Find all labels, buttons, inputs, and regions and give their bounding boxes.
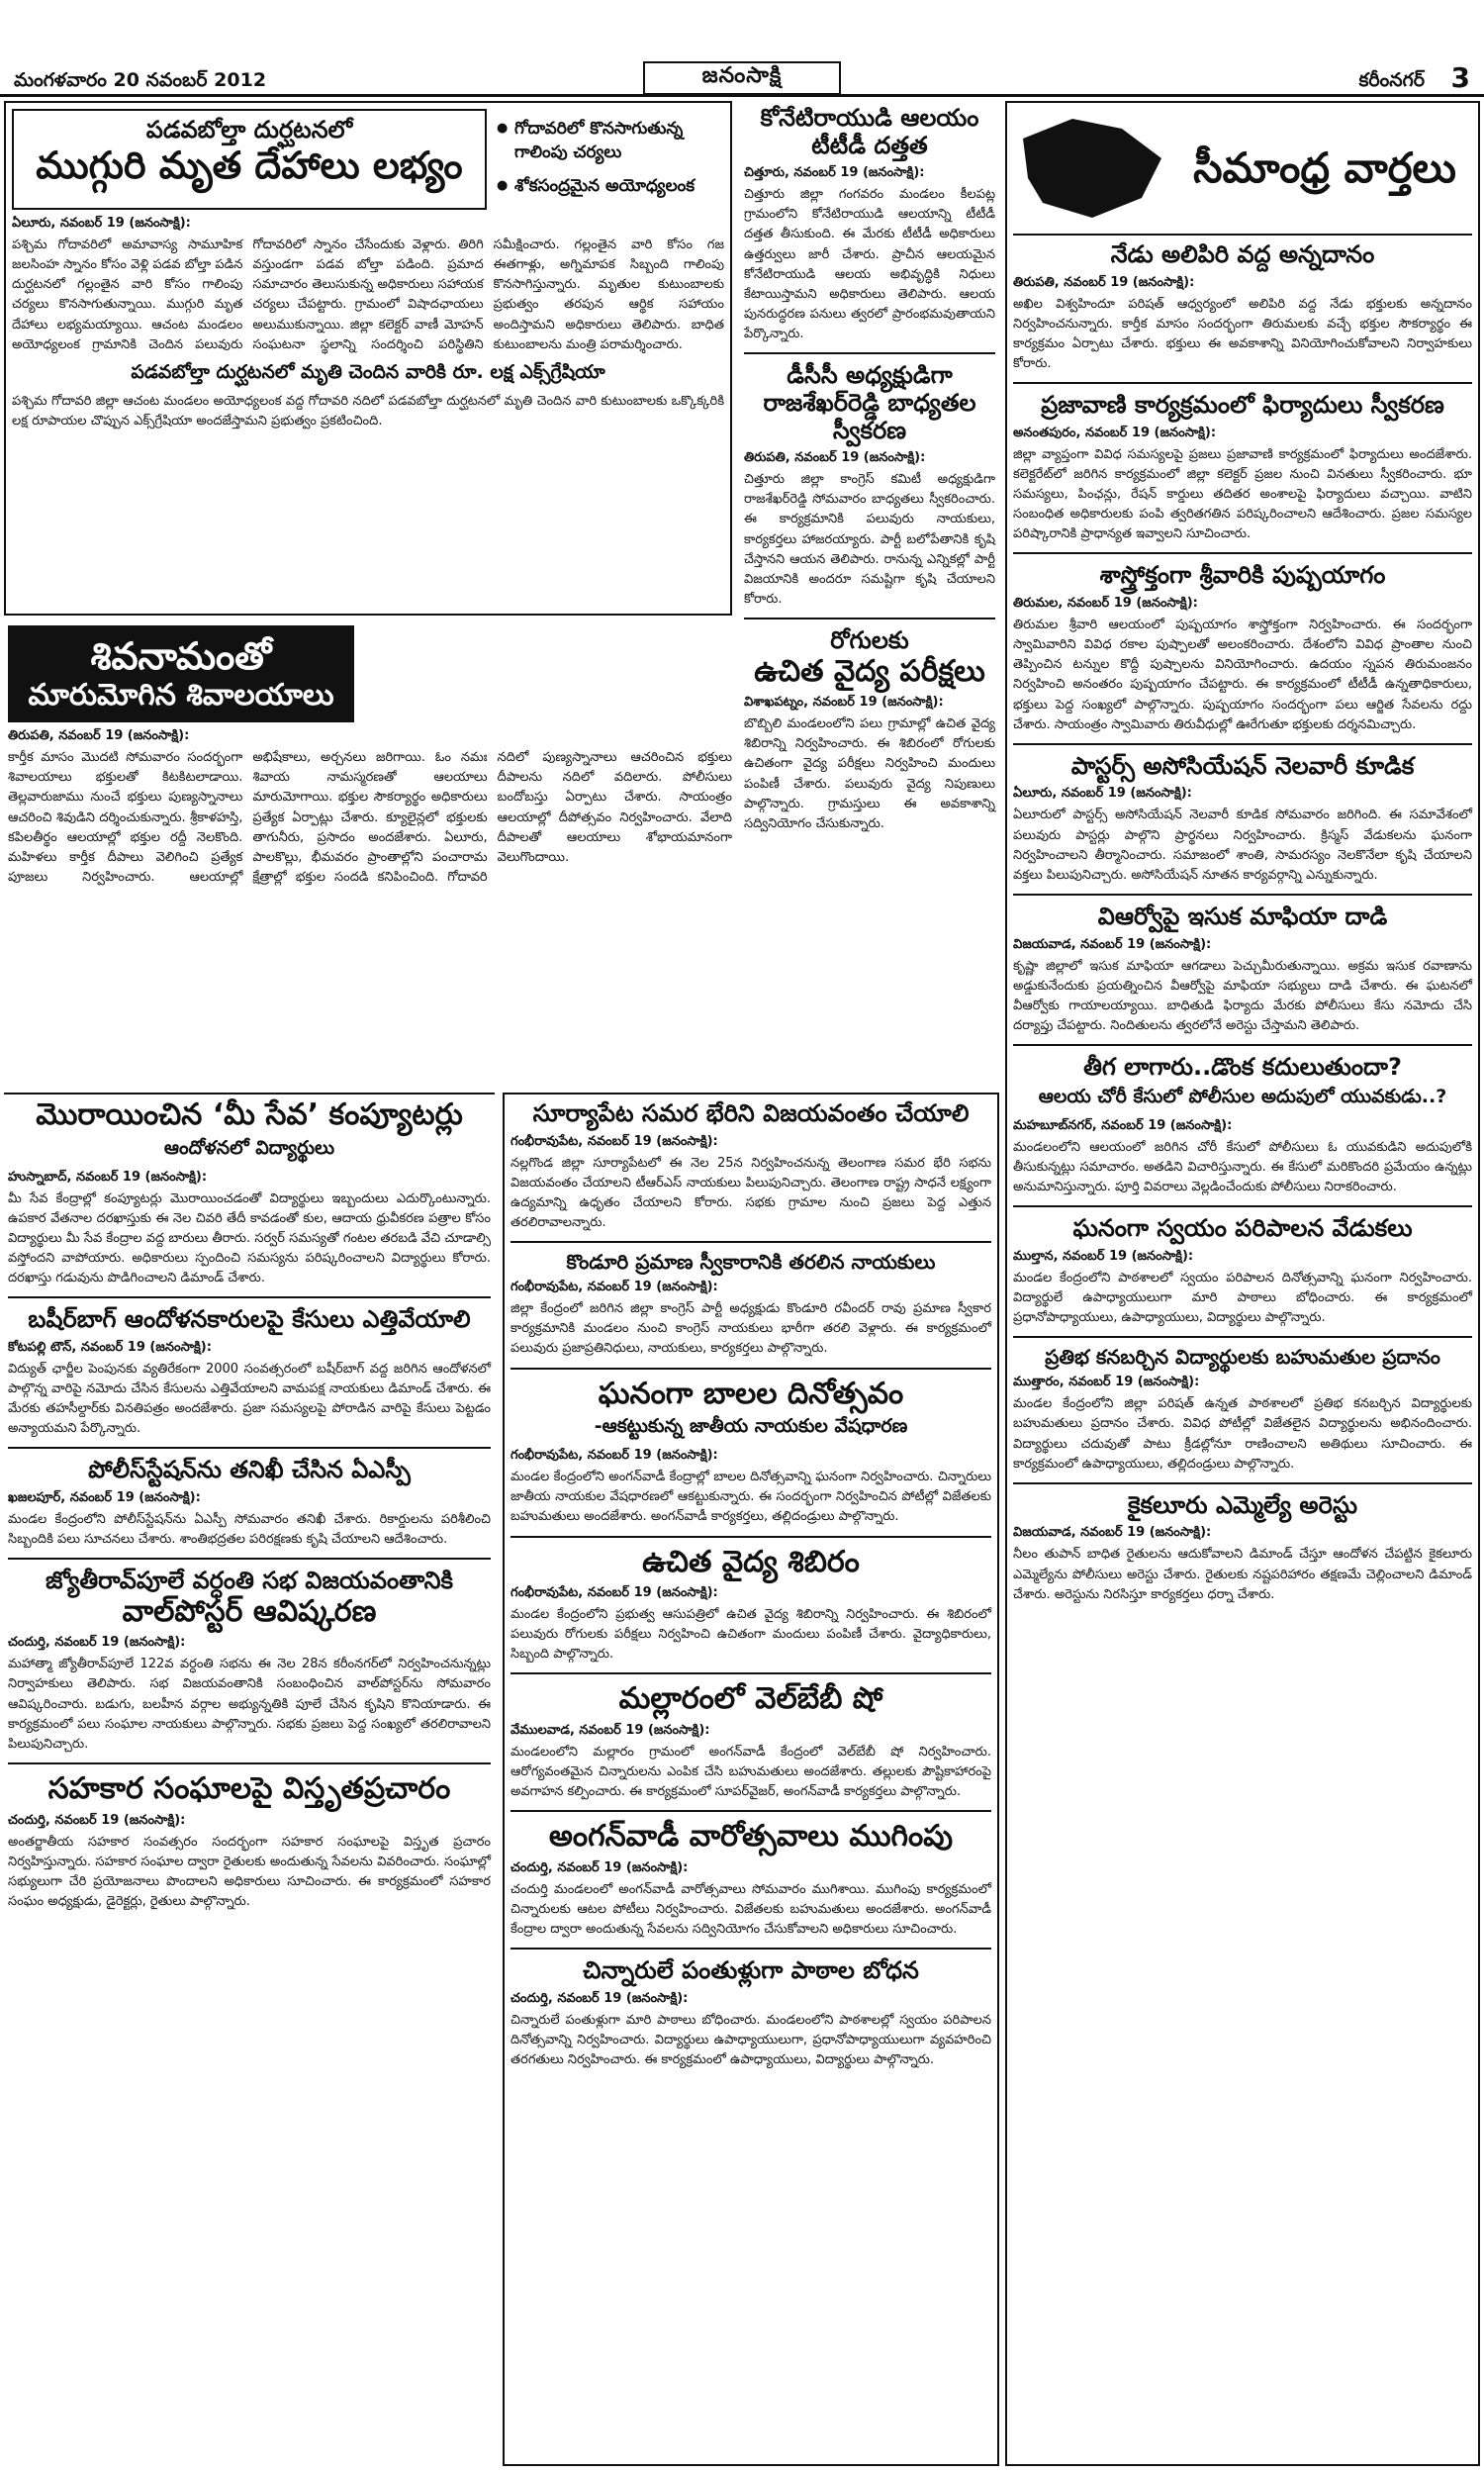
article-mee-seva bbox=[8, 1098, 491, 1288]
divider bbox=[510, 1241, 991, 1243]
divider bbox=[1013, 743, 1472, 745]
article-mla-arrest bbox=[1013, 1492, 1472, 1605]
dateline: గంభీరావుపేట, నవంబర్ 19 (జనంసాక్షి): bbox=[510, 1280, 718, 1295]
article-body: బొబ్బిలి మండలంలోని పలు గ్రామాల్లో ఉచిత వైద్య శిబిరాన్ని నిర్వహించారు. ఈ శిబిరంలో రోగులకు ఉచితంగా వైద్య పరీక్షలు నిర్వహించి మందులు పంపిణీ చేశారు. పలువురు వైద్య నిపుణులు పాల్గొన్నారు. గ్రామస్తులు ఈ అవకాశాన్ని సద్వినియోగం చేసుకున్నారు. bbox=[744, 716, 995, 831]
divider bbox=[510, 1672, 991, 1674]
article-body: చిత్తూరు జిల్లా కాంగ్రెస్ కమిటీ అధ్యక్షుడిగా రాజశేఖర్‌రెడ్డి సోమవారం బాధ్యతలు స్వీకరించారు. ఈ కార్యక్రమానికి పలువురు నాయకులు, కార్యకర్తలు హాజరయ్యారు. పార్టీ బలోపేతానికి కృషి చేస్తానని ఆయన తెలిపారు. రానున్న ఎన్నికల్లో పార్టీ విజయానికి అందరూ సమష్టిగా కృషి చేయాలని కోరారు. bbox=[744, 472, 995, 607]
article-phule bbox=[8, 1568, 491, 1755]
column-lower-middle bbox=[503, 1093, 999, 2466]
article-body: అఖిల విశ్వహిందూ పరిషత్ ఆధ్వర్యంలో అలిపిరి వద్ద నేడు భక్తులకు అన్నదానం నిర్వహించనున్నారు. కార్తీక మాసం సందర్భంగా తిరుమలకు వచ్చే భక్తుల సౌకర్యార్థం ఈ కార్యక్రమం ఏర్పాటు చేశారు. భక్తులు ఈ అవకాశాన్ని వినియోగించుకోవాలని నిర్వాహకులు కోరారు. bbox=[1013, 296, 1472, 372]
article-dcc bbox=[744, 362, 995, 610]
divider bbox=[1013, 1205, 1472, 1207]
headline: ఉచిత వైద్య పరీక్షలు bbox=[754, 653, 985, 689]
headline: అంగన్‌వాడీ వారోత్సవాలు ముగింపు bbox=[548, 1819, 954, 1855]
divider bbox=[1013, 894, 1472, 896]
column-middle bbox=[740, 101, 999, 1089]
headline: కొండూరి ప్రమాణ స్వీకారానికి తరలిన నాయకులు bbox=[566, 1250, 936, 1275]
subheading: ఆందోళనలో విద్యార్థులు bbox=[163, 1136, 335, 1159]
divider bbox=[1013, 1044, 1472, 1046]
dateline: విశాఖపట్నం, నవంబర్ 19 (జనంసాక్షి): bbox=[744, 695, 944, 711]
dateline: చిత్తూరు, నవంబర్ 19 (జనంసాక్షి): bbox=[744, 165, 925, 181]
column-lower-left bbox=[4, 1093, 495, 2466]
article-body: నీలం తుపాన్ బాధిత రైతులను ఆదుకోవాలని డిమాండ్ చేస్తూ ఆందోళన చేపట్టిన కైకలూరు ఎమ్మెల్యేను పోలీసులు అరెస్టు చేశారు. రైతులకు నష్టపరిహారం తక్షణమే చెల్లించాలని డిమాండ్ చేశారు. అరెస్టును నిరసిస్తూ కార్యకర్తలు ధర్నా చేశారు. bbox=[1013, 1547, 1472, 1602]
article-body: పశ్చిమ గోదావరి జిల్లా ఆచంట మండలం అయోధ్యలంక వద్ద గోదావరి నదిలో పడవబోల్తా దుర్ఘటనలో మృతి చెందిన వారి కుటుంబాలకు ఒక్కొక్కరికి లక్ష రూపాయల చొప్పున ఎక్స్‌గ్రేషియా అందజేస్తామని ప్రభుత్వం ప్రకటించింది. bbox=[12, 393, 724, 428]
bullet-item: ● గోదావరిలో కొనసాగుతున్న గాలింపు చర్యలు bbox=[497, 119, 724, 166]
divider bbox=[510, 1368, 991, 1370]
article-body: నల్లగొండ జిల్లా సూర్యాపేటలో ఈ నెల 25న నిర్వహించనున్న తెలంగాణ సమర భేరి సభను విజయవంతం చేయాలని టీఆర్ఎస్ నాయకులు పిలుపునిచ్చారు. తెలంగాణ రాష్ట్ర సాధనే లక్ష్యంగా ఉద్యమాన్ని ఉధృతం చేయాలని కోరారు. సభకు గ్రామాల నుంచి ప్రజలు పెద్ద ఎత్తున తరలిరావాలన్నారు. bbox=[510, 1155, 991, 1231]
article-basheerbagh bbox=[8, 1306, 491, 1439]
dateline: ఏలూరు, నవంబర్ 19 (జనంసాక్షి): bbox=[12, 216, 191, 231]
andhra-map-icon bbox=[1013, 109, 1171, 228]
dateline: తిరుపతి, నవంబర్ 19 (జనంసాక్షి): bbox=[1013, 274, 1195, 290]
dateline: ఖజలపూర్, నవంబర్ 19 (జనంసాక్షి): bbox=[8, 1489, 201, 1505]
article-boat-accident bbox=[4, 101, 732, 616]
article-body: తిరుమల శ్రీవారి ఆలయంలో పుష్పయాగం శాస్త్రోక్తంగా నిర్వహించారు. ఈ సందర్భంగా స్వామివారిని వివిధ రకాల పుష్పాలతో అలంకరించారు. దేశంలోని వివిధ ప్రాంతాల నుంచి తెప్పించిన టన్నుల కొద్దీ పుష్పాలను వినియోగించారు. ఉదయం స్నపన తిరుమంజనం నిర్వహించి అనంతరం పుష్పయాగం చేపట్టారు. ఈ కార్యక్రమంలో టీటీడీ ఉన్నతాధికారులు, భక్తులు పెద్ద సంఖ్యలో పాల్గొన్నారు. పుష్పయాగం సందర్భంగా పలు ఆర్జిత సేవలను రద్దు చేశారు. సాయంత్రం స్వామివారు తిరువీధుల్లో ఊరేగుతూ భక్తులకు దర్శనమిచ్చారు. bbox=[1013, 618, 1472, 732]
dateline: చందుర్తి, నవంబర్ 19 (జనంసాక్షి): bbox=[8, 1635, 186, 1651]
headline: ముగ్గురి మృత దేహాలు లభ్యం bbox=[36, 143, 463, 187]
headline: చిన్నారులే పంతుళ్లుగా పాఠాల బోధన bbox=[583, 1956, 919, 1985]
headline: శివనామంతో bbox=[90, 634, 272, 678]
article-suryapet bbox=[510, 1100, 991, 1233]
headline: ఘనంగా స్వయం పరిపాలన వేడుకలు bbox=[1072, 1214, 1413, 1243]
section-title: సీమాంధ్ర వార్తలు bbox=[1193, 143, 1456, 192]
issue-date: మంగళవారం 20 నవంబర్ 2012 bbox=[14, 69, 267, 91]
article-temple-theft bbox=[1013, 1054, 1472, 1197]
article-body: మహాత్మా జ్యోతీరావ్‌పూలే 122వ వర్ధంతి సభను ఈ నెల 28న కరీంనగర్‌లో నిర్వహించనున్నట్లు నిర్వాహకులు తెలిపారు. సభ విజయవంతానికి సంబంధించిన వాల్‌పోస్టర్‌ను సోమవారం ఆవిష్కరించారు. బడుగు, బలహీన వర్గాల అభ్యున్నతికి పూలే చేసిన కృషిని కొనియాడారు. ఈ కార్యక్రమంలో పలు సంఘాల నాయకులు పాల్గొన్నారు. సభకు ప్రజలు పెద్ద సంఖ్యలో తరలిరావాలని పిలుపునిచ్చారు. bbox=[8, 1657, 491, 1752]
divider bbox=[8, 1296, 491, 1298]
dateline: చందుర్తి, నవంబర్ 19 (జనంసాక్షి): bbox=[510, 1990, 689, 2006]
headline: మొరాయించిన ‘మీ సేవ’ కంప్యూటర్లు bbox=[36, 1097, 463, 1132]
edition-city: కరీంనగర్ bbox=[1358, 69, 1425, 91]
headline-kicker: రోగులకు bbox=[830, 626, 909, 655]
headline: కోనేటిరాయుడి ఆలయం టీటీడీ దత్తత bbox=[760, 104, 979, 159]
dateline: హుస్నాబాద్, నవంబర్ 19 (జనంసాక్షి): bbox=[8, 1169, 208, 1185]
divider bbox=[8, 1558, 491, 1560]
dateline: విజయవాడ, నవంబర్ 19 (జనంసాక్షి): bbox=[1013, 1525, 1212, 1541]
divider bbox=[510, 1536, 991, 1538]
headline: జ్యోతీరావ్‌పూలే వర్ధంతి సభ విజయవంతానికి bbox=[46, 1567, 453, 1595]
article-body: అంతర్జాతీయ సహకార సంవత్సరం సందర్భంగా సహకార సంఘాలపై విస్తృత ప్రచారం నిర్వహిస్తున్నారు. సహకార సంఘాల ద్వారా రైతులకు అందుతున్న సేవలను వివరించారు. సంఘాల్లో సభ్యులుగా చేరి ప్రయోజనాలు పొందాలని అధికారులు సూచించారు. ఈ కార్యక్రమంలో సహకార సంఘం అధ్యక్షుడు, డైరెక్టర్లు, రైతులు పాల్గొన్నారు. bbox=[8, 1834, 491, 1909]
headline: సూర్యాపేట సమర భేరిని విజయవంతం చేయాలి bbox=[532, 1099, 970, 1127]
dateline: గంభీరావుపేట, నవంబర్ 19 (జనంసాక్షి): bbox=[510, 1585, 718, 1600]
article-body: ఏలూరులో పాస్టర్స్ అసోసియేషన్ నెలవారీ కూడిక సోమవారం జరిగింది. ఈ సమావేశంలో పలువురు పాస్టర్లు పాల్గొని ప్రార్థనలు నిర్వహించారు. క్రిస్మస్ వేడుకలను ఘనంగా నిర్వహించాలని తీర్మానించారు. సమాజంలో శాంతి, సామరస్యం నెలకొనేలా కృషి చేయాలని వక్తలు పిలుపునిచ్చారు. అసోసియేషన్ నూతన కార్యవర్గాన్ని ఎన్నుకున్నారు. bbox=[1013, 808, 1472, 883]
article-body: మండల కేంద్రంలోని ప్రభుత్వ ఆసుపత్రిలో ఉచిత వైద్య శిబిరాన్ని నిర్వహించారు. ఈ శిబిరంలో పలువురు రోగులకు పరీక్షలు నిర్వహించి ఉచితంగా మందులు పంపిణీ చేశారు. వైద్యాధికారులు, సిబ్బంది పాల్గొన్నారు. bbox=[510, 1607, 991, 1663]
headline: నేడు అలిపిరి వద్ద అన్నదానం bbox=[1110, 240, 1375, 268]
newspaper-logo: జనంసాక్షి bbox=[643, 61, 841, 95]
article-ttd bbox=[744, 105, 995, 344]
masthead bbox=[0, 0, 1484, 97]
dateline: కోటపల్లి టౌన్, నవంబర్ 19 (జనంసాక్షి): bbox=[8, 1339, 212, 1355]
dateline: చందుర్తి, నవంబర్ 19 (జనంసాక్షి): bbox=[8, 1812, 186, 1828]
article-body: మండలంలోని ఆలయంలో జరిగిన చోరీ కేసులో పోలీసులు ఓ యువకుడిని అదుపులోకి తీసుకున్నట్లు సమాచారం. అతడిని విచారిస్తున్నారు. ఈ కేసులో మరికొందరి ప్రమేయం ఉన్నట్లు అనుమానిస్తున్నారు. పూర్తి వివరాలు వెల్లడించేందుకు పోలీసులు నిరాకరించారు. bbox=[1013, 1139, 1472, 1195]
article-body: పశ్చిమ గోదావరిలో అమావాస్య సామూహిక జలసింహ స్నానం కోసం వెళ్లి పడవ బోల్తా పడిన దుర్ఘటనలో గల్లంతైన వారి కోసం గాలింపు చర్యలు కొనసాగుతున్నాయి. ముగ్గురి మృత దేహాలు లభ్యమయ్యాయి. ఆచంట మండలం అయోధ్యలంక గ్రామానికి చెందిన పలువురు గోదావరిలో స్నానం చేసేందుకు వెళ్లారు. తిరిగి వస్తుండగా పడవ బోల్తా పడింది. ప్రమాద సమాచారం తెలుసుకున్న అధికారులు సహాయక చర్యలు చేపట్టారు. గ్రామంలో విషాదఛాయలు అలుముకున్నాయి. జిల్లా కలెక్టర్ వాణీ మోహన్ సంఘటనా స్థలాన్ని సందర్శించి పరిస్థితిని సమీక్షించారు. గల్లంతైన వారి కోసం గజ ఈతగాళ్లు, అగ్నిమాపక సిబ్బంది గాలింపు కొనసాగిస్తున్నారు. మృతుల కుటుంబాలకు ప్రభుత్వం తరపున ఆర్థిక సహాయం అందిస్తామని అధికారులు తెలిపారు. బాధిత కుటుంబాలను మంత్రి పరామర్శించారు. bbox=[12, 238, 724, 352]
article-body: కృష్ణా జిల్లాలో ఇసుక మాఫియా ఆగడాలు పెచ్చుమీరుతున్నాయి. అక్రమ ఇసుక రవాణాను అడ్డుకునేందుకు ప్రయత్నించిన వీఆర్వోపై మాఫియా సభ్యులు దాడి చేశారు. ఈ ఘటనలో వీఆర్వోకు గాయాలయ్యాయి. బాధితుడి ఫిర్యాదు మేరకు పోలీసులు కేసు నమోదు చేసి దర్యాప్తు చేపట్టారు. నిందితులను త్వరలోనే అరెస్టు చేస్తామని తెలిపారు. bbox=[1013, 958, 1472, 1034]
page-number: 3 bbox=[1450, 61, 1470, 94]
divider bbox=[510, 1810, 991, 1812]
divider bbox=[1013, 552, 1472, 554]
dateline: విజయవాడ, నవంబర్ 19 (జనంసాక్షి): bbox=[1013, 936, 1212, 952]
headline: కైకలూరు ఎమ్మెల్యే అరెస్టు bbox=[1127, 1490, 1358, 1519]
subheading: ఆలయ చోరీ కేసులో పోలీసుల అదుపులో యువకుడు..? bbox=[1038, 1085, 1447, 1107]
divider bbox=[8, 1762, 491, 1764]
article-body: చిన్నారులే పంతుళ్లుగా మారి పాఠాలు బోధించారు. మండలంలోని పాఠశాలల్లో స్వయం పరిపాలన దినోత్సవాన్ని నిర్వహించారు. విద్యార్థులు ఉపాధ్యాయులుగా, ప్రధానోపాధ్యాయులుగా వ్యవహరించి తరగతులు నిర్వహించారు. ఈ కార్యక్రమంలో ఉపాధ్యాయులు, విద్యార్థులు పాల్గొన్నారు. bbox=[510, 2012, 991, 2068]
dateline: ముల్తాన, నవంబర్ 19 (జనంసాక్షి): bbox=[1013, 1248, 1194, 1264]
divider bbox=[744, 352, 995, 354]
headline: బషీర్‌బాగ్ ఆందోళనకారులపై కేసులు ఎత్తివేయాలి bbox=[28, 1305, 471, 1334]
article-prajavani bbox=[1013, 392, 1472, 544]
subheading: మారుమోగిన శివాలయాలు bbox=[28, 677, 334, 713]
article-anganwadi bbox=[510, 1820, 991, 1940]
divider bbox=[1013, 1336, 1472, 1338]
article-body: మండల కేంద్రంలోని పోలీస్‌స్టేషన్‌ను ఏఎస్పీ సోమవారం తనిఖీ చేశారు. రికార్డులను పరిశీలించి సిబ్బందికి పలు సూచనలు చేశారు. శాంతిభద్రతల పరిరక్షణకు కృషి చేయాలని ఆదేశించారు. bbox=[8, 1511, 491, 1548]
headline: పాస్టర్స్ అసోసియేషన్ నెలవారీ కూడిక bbox=[1070, 751, 1415, 780]
article-childrens-day bbox=[510, 1378, 991, 1528]
headline: ప్రతిభ కనబర్చిన విద్యార్థులకు బహుమతుల ప్రదానం bbox=[1045, 1345, 1440, 1370]
article-body: కార్తీక మాసం మొదటి సోమవారం సందర్భంగా శివాలయాలు భక్తులతో కిటకిటలాడాయి. తెల్లవారుజాము నుంచే భక్తులు పుణ్యస్నానాలు ఆచరించి శివుడిని దర్శించుకున్నారు. శ్రీకాళహస్తి, కపిలతీర్థం ఆలయాల్లో భక్తుల రద్దీ నెలకొంది. మహిళలు కార్తీక దీపాలు వెలిగించి ప్రత్యేక పూజలు నిర్వహించారు. ఆలయాల్లో అభిషేకాలు, అర్చనలు జరిగాయి. ఓం నమః శివాయ నామస్మరణతో ఆలయాలు మారుమోగాయి. భక్తుల సౌకర్యార్థం అధికారులు ప్రత్యేక ఏర్పాట్లు చేశారు. క్యూలైన్లలో భక్తులకు తాగునీరు, ప్రసాదం అందజేశారు. ఏలూరు, పాలకొల్లు, భీమవరం ప్రాంతాల్లోని పంచారామ క్షేత్రాల్లో భక్తుల సందడి కనిపించింది. గోదావరి నదిలో పుణ్యస్నానాలు ఆచరించిన భక్తులు దీపాలను నదిలో వదిలారు. పోలీసులు బందోబస్తు ఏర్పాటు చేశారు. సాయంత్రం ఆలయాల్లో దీపోత్సవం నిర్వహించారు. వేలాది దీపాలతో ఆలయాలు శోభాయమానంగా వెలుగొందాయి. bbox=[8, 750, 732, 886]
article-body: జిల్లా కేంద్రంలో జరిగిన జిల్లా కాంగ్రెస్ పార్టీ అధ్యక్షుడు కొండూరి రవీందర్ రావు ప్రమాణ స్వీకార కార్యక్రమానికి మండలం నుంచి కాంగ్రెస్ నాయకులు భారీగా తరలి వెళ్లారు. ఈ కార్యక్రమంలో పలువురు ప్రజాప్రతినిధులు, నాయకులు, కార్యకర్తలు పాల్గొన్నారు. bbox=[510, 1301, 991, 1357]
headline: తీగ లాగారు..డొంక కదులుతుందా? bbox=[1083, 1053, 1402, 1082]
article-free-medical bbox=[510, 1546, 991, 1665]
headline: విఆర్వోపై ఇసుక మాఫియా దాడి bbox=[1097, 903, 1388, 931]
headline-line2: వాల్‌పోస్టర్ ఆవిష్కరణ bbox=[122, 1593, 377, 1629]
headline: పోలీస్‌స్టేషన్‌ను తనిఖీ చేసిన ఏఎస్పీ bbox=[88, 1456, 411, 1484]
article-pushpayagam bbox=[1013, 562, 1472, 734]
article-kondoori bbox=[510, 1251, 991, 1359]
divider bbox=[744, 618, 995, 619]
article-body: చిత్తూరు జిల్లా గంగవరం మండలం కీలపట్ల గ్రామంలోని కోనేటిరాయుడి ఆలయాన్ని టీటీడీ దత్తత తీసుకుంది. ఈ మేరకు టీటీడీ అధికారులు ఉత్తర్వులు జారీ చేశారు. ప్రాచీన ఆలయమైన కోనేటిరాయుడి ఆలయ అభివృద్ధికి నిధులు కేటాయిస్తామని అధికారులు తెలిపారు. ఆలయ పునరుద్ధరణ పనులు త్వరలో ప్రారంభమవుతాయని పేర్కొన్నారు. bbox=[744, 187, 995, 342]
article-wellbaby bbox=[510, 1682, 991, 1802]
dateline: ఏలూరు, నవంబర్ 19 (జనంసాక్షి): bbox=[1013, 786, 1192, 802]
dateline: గంభీరావుపేట, నవంబర్ 19 (జనంసాక్షి): bbox=[510, 1133, 718, 1149]
article-shivalayalu bbox=[4, 621, 736, 1087]
dateline: ముత్తారం, నవంబర్ 19 (జనంసాక్షి): bbox=[1013, 1375, 1200, 1390]
article-medical bbox=[744, 627, 995, 834]
article-police-station bbox=[8, 1457, 491, 1550]
article-kids-teachers bbox=[510, 1957, 991, 2070]
headline: డీసీసీ అధ్యక్షుడిగా రాజశేఖర్‌రెడ్డి బాధ్యతల స్వీకరణ bbox=[763, 361, 976, 444]
article-body: మీ సేవ కేంద్రాల్లో కంప్యూటర్లు మొరాయించడంతో విద్యార్థులు ఇబ్బందులు ఎదుర్కొంటున్నారు. ఉపకార వేతనాల దరఖాస్తుకు ఈ నెల చివరి తేదీ కావడంతో కుల, ఆదాయ ధ్రువీకరణ పత్రాల కోసం విద్యార్థులు మీ సేవ కేంద్రాల వద్ద బారులు తీరారు. సర్వర్ సమస్యతో గంటల తరబడి వేచి చూడాల్సి వస్తోందని వాపోయారు. అధికారులు స్పందించి సమస్యను పరిష్కరించాలని విద్యార్థులు కోరారు. దరఖాస్తు గడువును పొడిగించాలని డిమాండ్ చేశారు. bbox=[8, 1190, 491, 1286]
article-cooperative bbox=[8, 1772, 491, 1912]
article-body: విద్యుత్ ఛార్జీల పెంపునకు వ్యతిరేకంగా 2000 సంవత్సరంలో బషీర్‌బాగ్ వద్ద జరిగిన ఆందోళనలో పాల్గొన్న వారిపై నమోదు చేసిన కేసులను ఎత్తివేయాలని వామపక్ష నాయకులు డిమాండ్ చేశారు. ఈ మేరకు తహసీల్దార్‌కు వినతిపత్రం అందజేశారు. ప్రజా సమస్యలపై పోరాడిన వారిపై కేసులు పెట్టడం అన్యాయమని పేర్కొన్నారు. bbox=[8, 1361, 491, 1437]
divider bbox=[8, 1447, 491, 1449]
article-pastors bbox=[1013, 753, 1472, 886]
headline: ఉచిత వైద్య శిబిరం bbox=[642, 1544, 860, 1579]
dateline: మహబూబ్‌నగర్, నవంబర్ 19 (జనంసాక్షి): bbox=[1013, 1117, 1233, 1133]
divider bbox=[510, 1948, 991, 1950]
headline-kicker: పడవబోల్తా దుర్ఘటనలో bbox=[145, 116, 353, 143]
article-self-rule bbox=[1013, 1215, 1472, 1328]
article-body: చందుర్తి మండలంలో అంగన్‌వాడీ వారోత్సవాలు సోమవారం ముగిశాయి. ముగింపు కార్యక్రమంలో చిన్నారులకు ఆటల పోటీలు నిర్వహించారు. విజేతలకు బహుమతులు అందజేశారు. అంగన్‌వాడీ కేంద్రాల ద్వారా అందుతున్న సేవలను సద్వినియోగం చేసుకోవాలని అధికారులు సూచించారు. bbox=[510, 1881, 991, 1938]
dateline: తిరుపతి, నవంబర్ 19 (జనంసాక్షి): bbox=[8, 728, 190, 744]
headline: మల్లారంలో వెల్‌బేబీ షో bbox=[618, 1681, 883, 1717]
article-body: జిల్లా వ్యాప్తంగా వివిధ సమస్యలపై ప్రజలు ప్రజావాణి కార్యక్రమంలో ఫిర్యాదులు అందజేశారు. కలెక్టరేట్‌లో జరిగిన కార్యక్రమంలో జిల్లా కలెక్టర్ ప్రజల నుంచి వినతులు స్వీకరించారు. భూ సమస్యలు, పింఛన్లు, రేషన్ కార్డులు తదితర అంశాలపై ఫిర్యాదులు వచ్చాయి. వాటిని సంబంధిత అధికారులకు పంపి త్వరితగతిన పరిష్కరించాలని ఆదేశించారు. ప్రజల సమస్యల పరిష్కారానికి ప్రాధాన్యత ఇవ్వాలని సూచించారు. bbox=[1013, 446, 1472, 542]
headline: శాస్త్రోక్తంగా శ్రీవారికి పుష్పయాగం bbox=[1099, 561, 1386, 590]
seemandhra-column bbox=[1005, 101, 1480, 2466]
dateline: గంభీరావుపేట, నవంబర్ 19 (జనంసాక్షి): bbox=[510, 1448, 718, 1464]
article-prizes bbox=[1013, 1346, 1472, 1475]
subheading: పడవబోల్తా దుర్ఘటనలో మృతి చెందిన వారికి రూ. లక్ష ఎక్స్‌గ్రేషియా bbox=[131, 360, 605, 383]
article-body: మండల కేంద్రంలోని అంగన్‌వాడీ కేంద్రాల్లో బాలల దినోత్సవాన్ని ఘనంగా నిర్వహించారు. చిన్నారులు జాతీయ నాయకుల వేషధారణలో ఆకట్టుకున్నారు. ఈ సందర్భంగా నిర్వహించిన పోటీల్లో విజేతలకు బహుమతులు అందజేశారు. అంగన్‌వాడీ కార్యకర్తలు, తల్లిదండ్రులు పాల్గొన్నారు. bbox=[510, 1470, 991, 1525]
bullet-list bbox=[497, 119, 724, 200]
dateline: చందుర్తి, నవంబర్ 19 (జనంసాక్షి): bbox=[510, 1859, 689, 1875]
article-body: మండలంలోని మల్లారం గ్రామంలో అంగన్‌వాడీ కేంద్రంలో వెల్‌బేబీ షో నిర్వహించారు. ఆరోగ్యవంతమైన చిన్నారులను ఎంపిక చేసి బహుమతులు అందజేశారు. తల్లులకు పౌష్టికాహారంపై అవగాహన కల్పించారు. ఈ కార్యక్రమంలో సూపర్‌వైజర్, అంగన్‌వాడీ కార్యకర్తలు పాల్గొన్నారు. bbox=[510, 1744, 991, 1800]
dateline: తిరుమల, నవంబర్ 19 (జనంసాక్షి): bbox=[1013, 596, 1198, 612]
dateline: అనంతపురం, నవంబర్ 19 (జనంసాక్షి): bbox=[1013, 425, 1217, 440]
dateline: తిరుపతి, నవంబర్ 19 (జనంసాక్షి): bbox=[744, 450, 926, 466]
article-sand-mafia bbox=[1013, 904, 1472, 1036]
dateline: వేములవాడ, నవంబర్ 19 (జనంసాక్షి): bbox=[510, 1722, 710, 1738]
divider bbox=[1013, 1482, 1472, 1484]
bullet-item: ● శోకసంద్రమైన అయోధ్యలంక bbox=[497, 176, 724, 200]
article-body: మండల కేంద్రంలోని పాఠశాలలో స్వయం పరిపాలన దినోత్సవాన్ని ఘనంగా నిర్వహించారు. విద్యార్థులే ఉపాధ్యాయులుగా మారి పాఠాలు బోధించారు. ఈ కార్యక్రమంలో ప్రధానోపాధ్యాయులు, ఉపాధ్యాయులు, విద్యార్థులు పాల్గొన్నారు. bbox=[1013, 1270, 1472, 1326]
headline: ప్రజావాణి కార్యక్రమంలో ఫిర్యాదులు స్వీకరణ bbox=[1041, 391, 1444, 420]
article-body: మండల కేంద్రంలోని జిల్లా పరిషత్ ఉన్నత పాఠశాలలో ప్రతిభ కనబర్చిన విద్యార్థులకు బహుమతులు ప్రదానం చేశారు. వివిధ పోటీల్లో విజేతలైన విద్యార్థులను అభినందించారు. విద్యార్థులు చదువుతో పాటు క్రీడల్లోనూ రాణించాలని అతిథులు సూచించారు. ఈ కార్యక్రమంలో ఉపాధ్యాయులు, తల్లిదండ్రులు పాల్గొన్నారు. bbox=[1013, 1396, 1472, 1472]
headline: సహకార సంఘాలపై విస్తృతప్రచారం bbox=[47, 1771, 451, 1807]
headline: ఘనంగా బాలల దినోత్సవం bbox=[598, 1376, 904, 1411]
subheading: -ఆకట్టుకున్న జాతీయ నాయకుల వేషధారణ bbox=[594, 1415, 908, 1438]
article-annadanam bbox=[1013, 241, 1472, 374]
divider bbox=[1013, 382, 1472, 384]
